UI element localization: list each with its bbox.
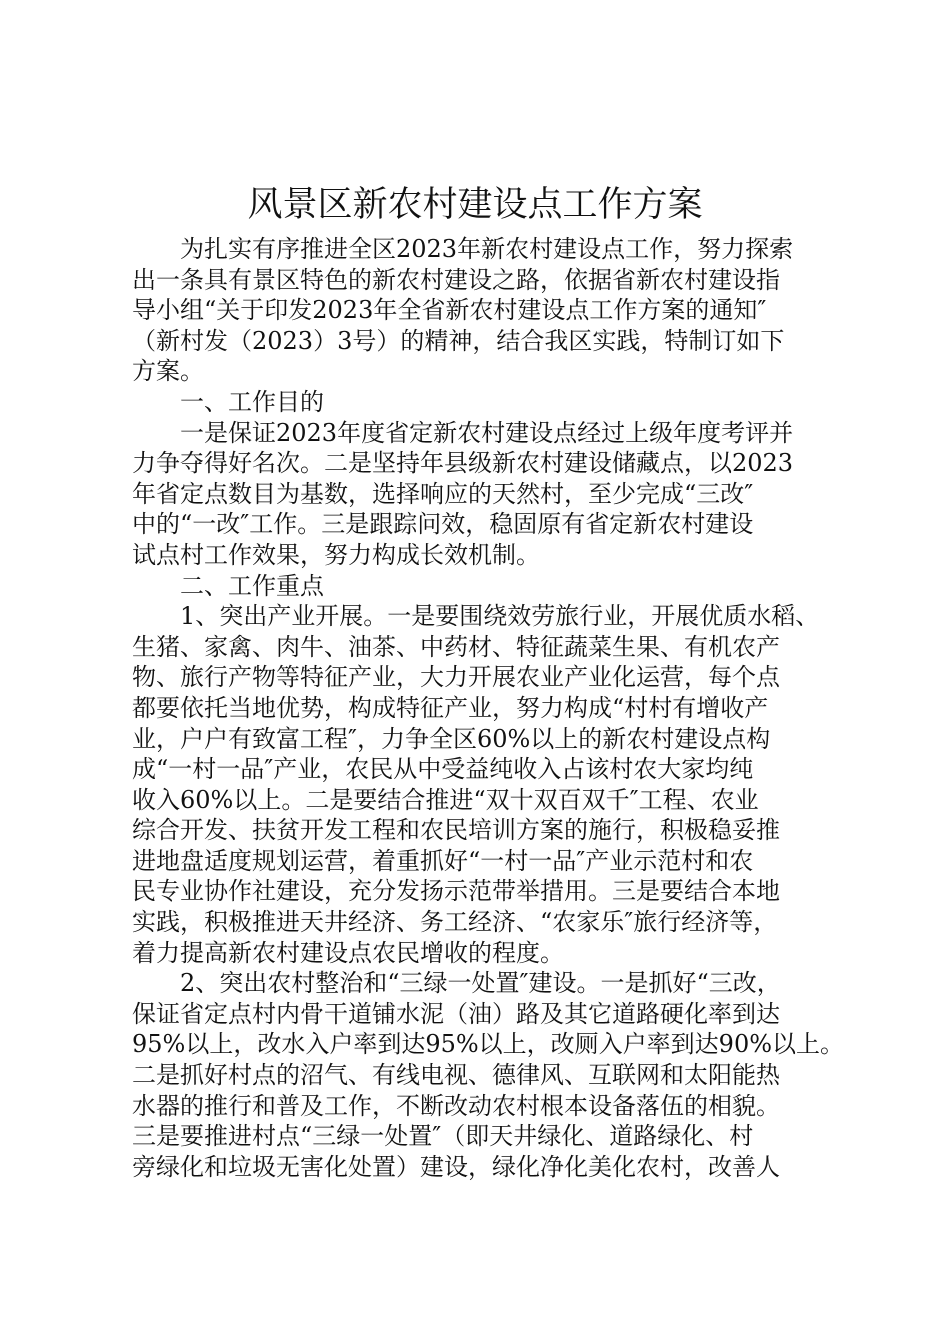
body-line: 95%以上，改水入户率到达95%以上，改厕入户率到达90%以上。 xyxy=(132,1030,845,1059)
body-line: 二、工作重点 xyxy=(180,571,324,600)
body-line: 进地盘适度规划运营，着重抓好“一村一品″产业示范村和农 xyxy=(132,846,754,875)
document-title: 风景区新农村建设点工作方案 xyxy=(247,185,703,225)
body-line: 试点村工作效果，努力构成长效机制。 xyxy=(132,540,540,569)
body-line: 导小组“关于印发2023年全省新农村建设点工作方案的通知″ xyxy=(132,296,767,325)
body-line: 方案。 xyxy=(132,357,204,386)
body-line: 力争夺得好名次。二是坚持年县级新农村建设储藏点，以2023 xyxy=(132,449,794,478)
body-line: 中的“一改″工作。三是跟踪问效，稳固原有省定新农村建设 xyxy=(132,510,754,539)
body-line: 一是保证2023年度省定新农村建设点经过上级年度考评并 xyxy=(180,418,794,447)
document-body xyxy=(132,234,852,1182)
body-line: 三是要推进村点“三绿一处置″（即天井绿化、道路绿化、村 xyxy=(132,1122,754,1151)
body-line: 成“一村一品″产业，农民从中受益纯收入占该村农大家均纯 xyxy=(132,755,754,784)
body-line: 2、突出农村整治和“三绿一处置″建设。一是抓好“三改， xyxy=(180,969,781,998)
body-line: 物、旅行产物等特征产业，大力开展农业产业化运营，每个点 xyxy=(132,663,780,692)
body-line: （新村发（2023）3号）的精神，结合我区实践，特制订如下 xyxy=(132,326,785,355)
body-line: 1、突出产业开展。一是要围绕效劳旅行业，开展优质水稻、 xyxy=(180,602,820,631)
body-line: 出一条具有景区特色的新农村建设之路，依据省新农村建设指 xyxy=(132,265,780,294)
body-line: 都要依托当地优势，构成特征产业，努力构成“村村有增收产 xyxy=(132,693,769,722)
body-line: 旁绿化和垃圾无害化处置）建设，绿化净化美化农村，改善人 xyxy=(132,1152,780,1181)
body-line: 民专业协作社建设，充分发扬示范带举措用。三是要结合本地 xyxy=(132,877,780,906)
body-line: 生猪、家禽、肉牛、油茶、中药材、特征蔬菜生果、有机农产 xyxy=(132,632,780,661)
body-line: 业，户户有致富工程″，力争全区60%以上的新农村建设点构 xyxy=(132,724,771,753)
body-line: 为扎实有序推进全区2023年新农村建设点工作，努力探索 xyxy=(180,235,794,263)
body-line: 年省定点数目为基数，选择响应的天然村，至少完成“三改″ xyxy=(132,479,754,508)
body-line: 二是抓好村点的沼气、有线电视、德律风、互联网和太阳能热 xyxy=(132,1061,780,1090)
body-line: 着力提高新农村建设点农民增收的程度。 xyxy=(132,938,564,967)
body-line: 保证省定点村内骨干道铺水泥（油）路及其它道路硬化率到达 xyxy=(132,999,780,1028)
body-line: 水器的推行和普及工作，不断改动农村根本设备落伍的相貌。 xyxy=(132,1091,780,1120)
body-line: 一、工作目的 xyxy=(180,387,324,416)
body-line: 收入60%以上。二是要结合推进“双十双百双千″工程、农业 xyxy=(132,785,759,814)
body-line: 综合开发、扶贫开发工程和农民培训方案的施行，积极稳妥推 xyxy=(132,816,780,845)
body-line: 实践，积极推进天井经济、务工经济、“农家乐″旅行经济等， xyxy=(132,908,778,937)
